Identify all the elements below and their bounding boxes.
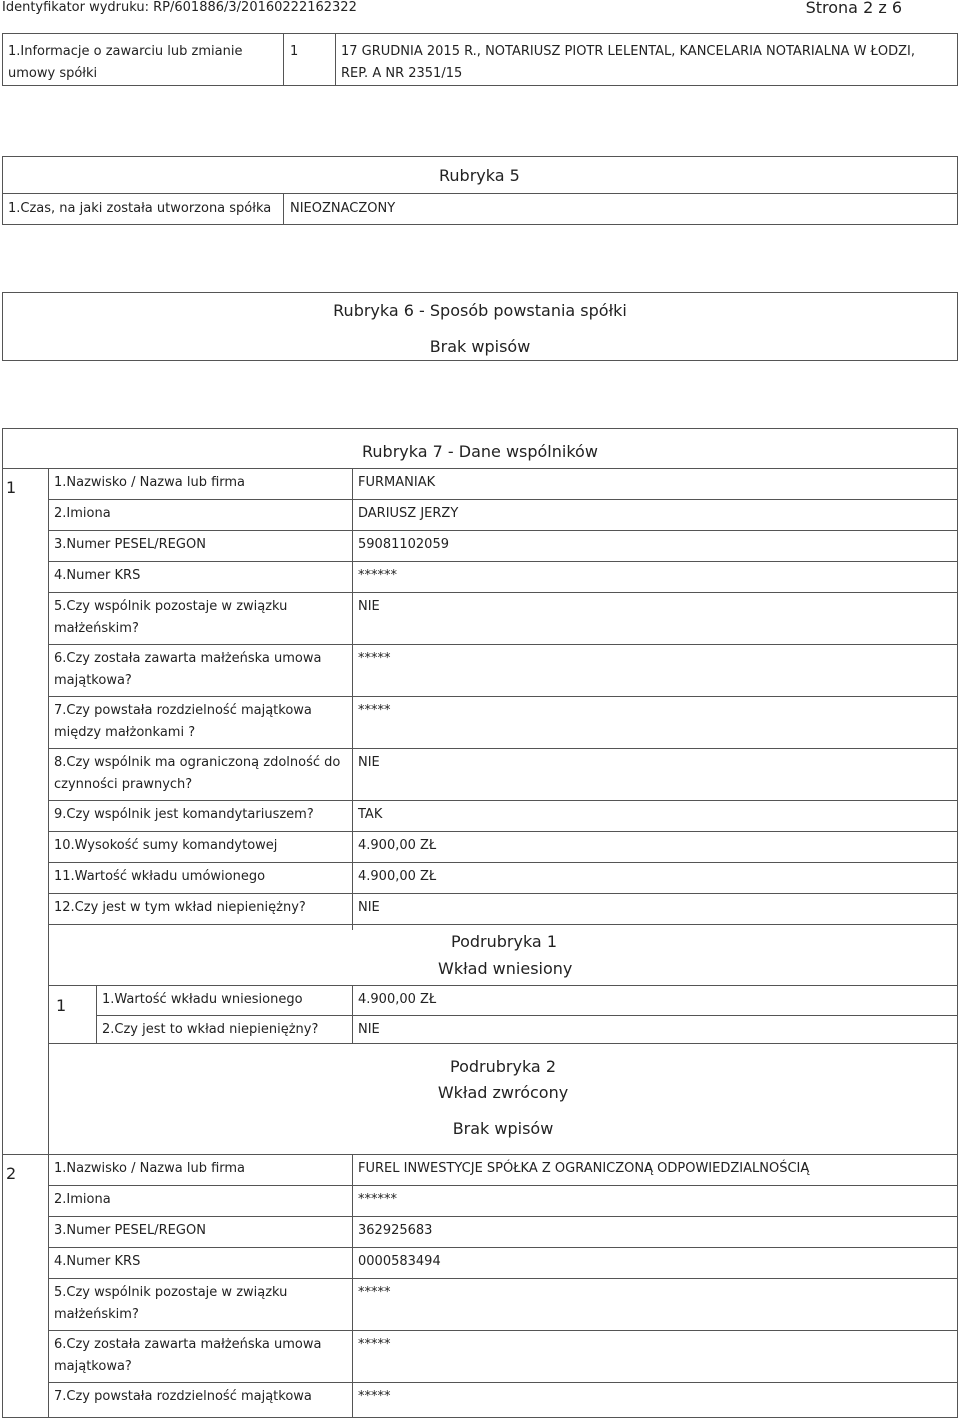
rubryka6-title: Rubryka 6 - Sposób powstania spółki: [333, 301, 627, 320]
print-identifier: Identyfikator wydruku: RP/601886/3/20160222162322: [2, 0, 357, 15]
field-value: NIE: [358, 900, 380, 915]
sub1-title: Podrubryka 1: [451, 932, 557, 951]
field-label: 2.Imiona: [54, 506, 111, 521]
partner2-number: 2: [6, 1164, 17, 1183]
field-label: 5.Czy wspólnik pozostaje w związku małżeńskim?: [54, 599, 288, 636]
sub1-number: 1: [56, 996, 67, 1015]
field-label: 3.Numer PESEL/REGON: [54, 537, 206, 552]
field-label: 4.Numer KRS: [54, 568, 141, 583]
field-value: FUREL INWESTYCJE SPÓŁKA Z OGRANICZONĄ ODPOWIEDZIALNOŚCIĄ: [358, 1161, 810, 1176]
sub2-empty: Brak wpisów: [452, 1119, 554, 1138]
field-value: DARIUSZ JERZY: [358, 506, 459, 521]
field-value: *****: [358, 651, 391, 666]
field-label: 8.Czy wspólnik ma ograniczoną zdolność do czynności prawnych?: [54, 755, 341, 792]
info-number: 1: [290, 44, 299, 59]
info-label: 1.Informacje o zawarciu lub zmianie umowy spółki: [8, 44, 243, 81]
rubryka5-value: NIEOZNACZONY: [290, 201, 396, 216]
field-label: 10.Wysokość sumy komandytowej: [54, 838, 278, 853]
field-value: ******: [358, 1192, 397, 1207]
rubryka6-empty: Brak wpisów: [429, 337, 531, 356]
field-label: 6.Czy została zawarta małżeńska umowa majątkowa?: [54, 1337, 322, 1374]
field-value: *****: [358, 1285, 391, 1300]
field-value: NIE: [358, 1022, 380, 1037]
rubryka5-label: 1.Czas, na jaki została utworzona spółka: [8, 201, 272, 216]
field-label: 7.Czy powstała rozdzielność majątkowa między małżonkami ?: [54, 703, 312, 740]
info-value: 17 GRUDNIA 2015 R., NOTARIUSZ PIOTR LELENTAL, KANCELARIA NOTARIALNA W ŁODZI, REP. A NR 2351/15: [341, 44, 915, 81]
field-label: 6.Czy została zawarta małżeńska umowa majątkowa?: [54, 651, 322, 688]
field-value: *****: [358, 1389, 391, 1404]
sub1-subtitle: Wkład wniesiony: [438, 959, 573, 978]
field-value: NIE: [358, 599, 380, 614]
field-value: TAK: [358, 807, 383, 822]
page-number: Strona 2 z 6: [805, 0, 902, 17]
field-label: 5.Czy wspólnik pozostaje w związku małżeńskim?: [54, 1285, 288, 1322]
field-label: 11.Wartość wkładu umówionego: [54, 869, 266, 884]
field-label: 7.Czy powstała rozdzielność majątkowa: [54, 1389, 312, 1404]
field-label: 1.Nazwisko / Nazwa lub firma: [54, 1161, 246, 1176]
field-value: 362925683: [358, 1223, 433, 1238]
field-label: 2.Imiona: [54, 1192, 111, 1207]
rubryka5-title: Rubryka 5: [439, 166, 520, 185]
field-label: 2.Czy jest to wkład niepieniężny?: [102, 1022, 319, 1037]
field-label: 3.Numer PESEL/REGON: [54, 1223, 206, 1238]
field-label: 1.Wartość wkładu wniesionego: [102, 992, 303, 1007]
partner1-number: 1: [6, 478, 17, 497]
field-value: NIE: [358, 755, 380, 770]
field-value: 4.900,00 ZŁ: [358, 869, 437, 884]
field-label: 9.Czy wspólnik jest komandytariuszem?: [54, 807, 314, 822]
field-label: 12.Czy jest w tym wkład niepieniężny?: [54, 900, 306, 915]
field-value: FURMANIAK: [358, 475, 436, 490]
field-value: *****: [358, 703, 391, 718]
sub2-title: Podrubryka 2: [450, 1057, 556, 1076]
field-label: 4.Numer KRS: [54, 1254, 141, 1269]
field-label: 1.Nazwisko / Nazwa lub firma: [54, 475, 246, 490]
field-value: 4.900,00 ZŁ: [358, 992, 437, 1007]
field-value: ******: [358, 568, 397, 583]
field-value: 59081102059: [358, 537, 449, 552]
rubryka7-title: Rubryka 7 - Dane wspólników: [362, 442, 598, 461]
field-value: 4.900,00 ZŁ: [358, 838, 437, 853]
field-value: *****: [358, 1337, 391, 1352]
field-value: 0000583494: [358, 1254, 441, 1269]
sub2-subtitle: Wkład zwrócony: [437, 1083, 569, 1102]
